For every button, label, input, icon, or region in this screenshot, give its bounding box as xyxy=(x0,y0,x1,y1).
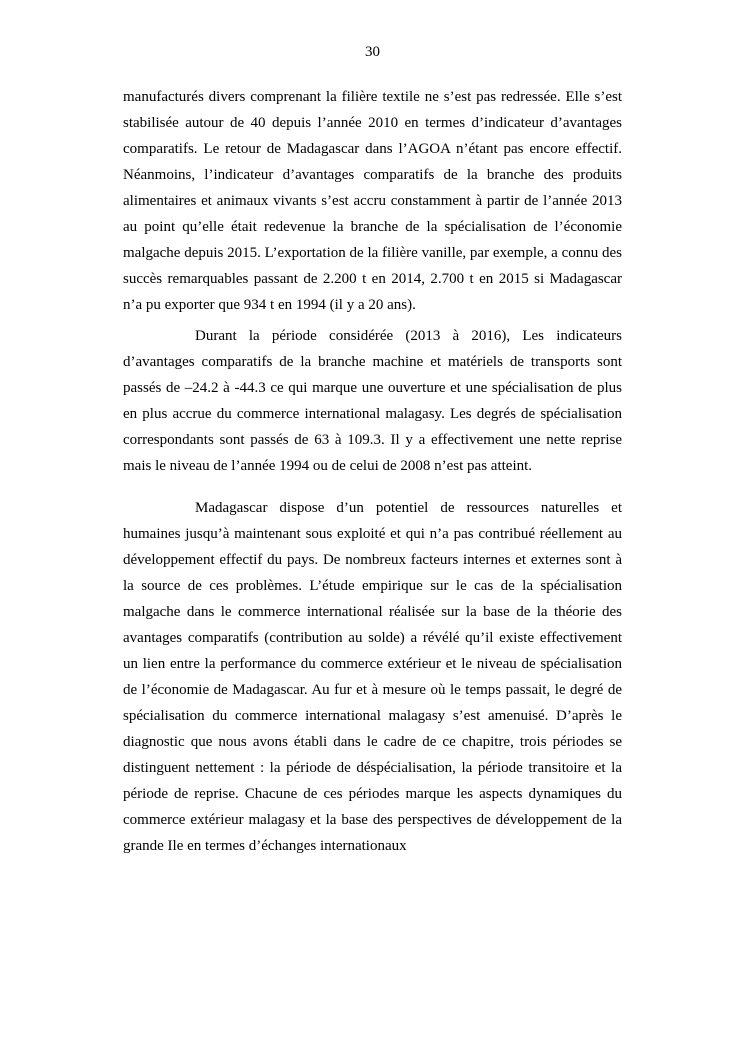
paragraph-continuation: manufacturés divers comprenant la filière textile ne s’est pas redressée. Elle s’est stabilisée autour de 40 depuis l’année 2010 en termes d’indicateur d’avantages comparatifs. Le retour de Madagascar dans l’AGOA n’étant pas encore effectif. Néanmoins, l’indicateur d’avantages comparatifs de la branche des produits alimentaires et animaux vivants s’est accru constamment à partir de l’année 2013 au point qu’elle était redevenue la branche de la spécialisation de l’économie malgache depuis 2015. L’exportation de la filière vanille, par exemple, a connu des succès remarquables passant de 2.200 t en 2014, 2.700 t en 2015 si Madagascar n’a pu exporter que 934 t en 1994 (il y a 20 ans). xyxy=(123,89,622,313)
paragraph-conclusion: Madagascar dispose d’un potentiel de ressources naturelles et humaines jusqu’à maintenant sous exploité et qui n’a pas contribué réellement au développement effectif du pays. De nombreux facteurs internes et externes sont à la source de ces problèmes. L’étude empirique sur le cas de la spécialisation malgache dans le commerce international réalisée sur la base de la théorie des avantages comparatifs (contribution au solde) a révélé qu’il existe effectivement un lien entre la performance du commerce extérieur et le niveau de spécialisation de l’économie de Madagascar. Au fur et à mesure où le temps passait, le degré de spécialisation du commerce international malagasy s’est amenuisé. D’après le diagnostic que nous avons établi dans le cadre de ce chapitre, trois périodes se distinguent nettement : la période de déspécialisation, la période transitoire et la période de reprise. Chacune de ces périodes marque les aspects dynamiques du commerce extérieur malagasy et la base des perspectives de développement de la grande Ile en termes d’échanges internationaux xyxy=(123,500,622,854)
page-number: 30 xyxy=(365,44,380,60)
paragraph-transport-indicators: Durant la période considérée (2013 à 2016), Les indicateurs d’avantages comparatifs de la branche machine et matériels de transports sont passés de –24.2 à -44.3 ce qui marque une ouverture et une spécialisation de plus en plus accrue du commerce international malagasy. Les degrés de spécialisation correspondants sont passés de 63 à 109.3. Il y a effectivement une nette reprise mais le niveau de l’année 1994 ou de celui de 2008 n’est pas atteint. xyxy=(123,328,622,474)
document-body xyxy=(123,84,622,859)
